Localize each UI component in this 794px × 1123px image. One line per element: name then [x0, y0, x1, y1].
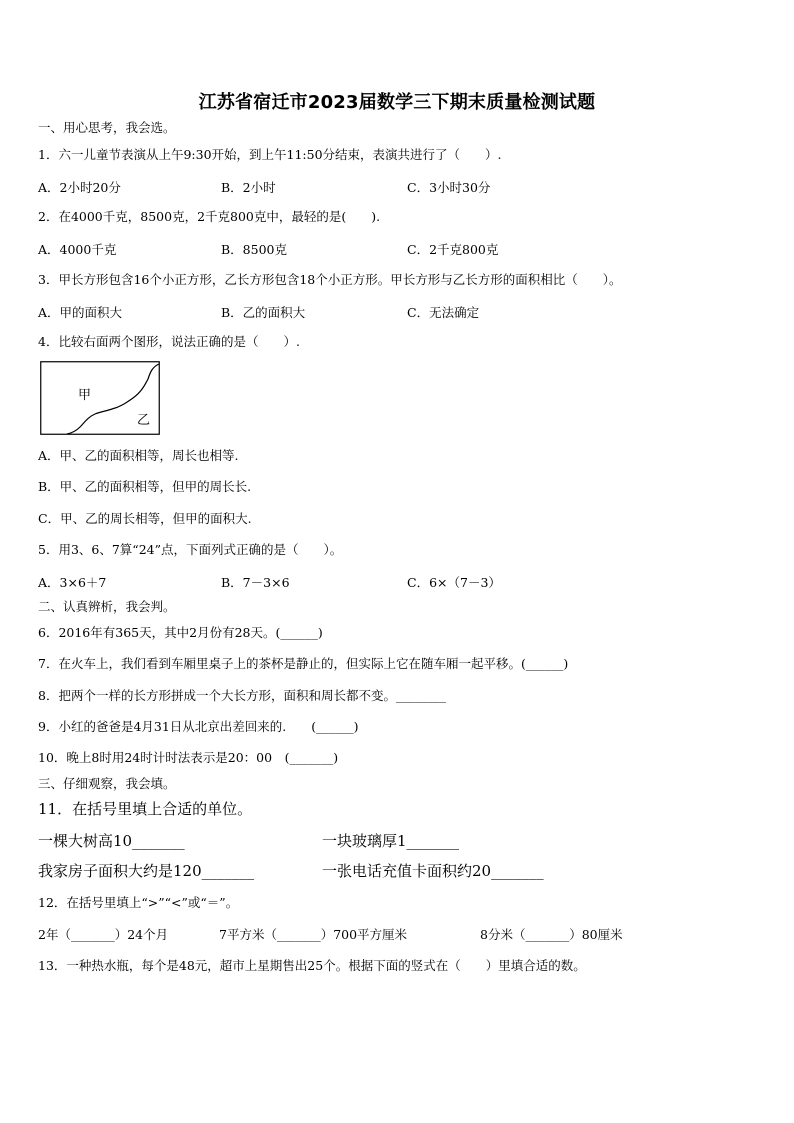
question-12-item-1: 2年（_______）24个月 [38, 927, 169, 942]
question-6: 6．2016年有365天，其中2月份有28天。(______) [38, 625, 323, 640]
question-5-options [38, 573, 758, 589]
question-3: 3．甲长方形包含16个小正方形，乙长方形包含18个小正方形。甲长方形与乙长方形的面积相比（ ）。 [38, 272, 622, 287]
question-4: 4．比较右面两个图形，说法正确的是（ ）. [38, 334, 300, 349]
question-11-item-4: 一张电话充值卡面积约20_______ [322, 862, 544, 880]
rectangle-figure [40, 361, 160, 435]
option-b: B．2小时 [221, 180, 276, 195]
option-c: C．无法确定 [407, 305, 480, 320]
section-heading-3: 三、仔细观察，我会填。 [38, 776, 176, 791]
question-11-item-3: 我家房子面积大约是120_______ [38, 862, 255, 880]
question-1: 1．六一儿童节表演从上午9:30开始，到上午11:50分结束，表演共进行了（ ）. [38, 147, 502, 162]
question-8: 8．把两个一样的长方形拼成一个大长方形，面积和周长都不变。________ [38, 688, 446, 703]
question-12: 12．在括号里填上“>”“<”或“＝”。 [38, 895, 239, 910]
question-11-item-2: 一块玻璃厚1_______ [322, 832, 460, 850]
question-10: 10．晚上8时用24时计时法表示是20：00 (_______) [38, 750, 339, 765]
option-c: C．甲、乙的周长相等，但甲的面积大. [38, 511, 252, 526]
section-heading-1: 一、用心思考，我会选。 [38, 120, 176, 135]
option-c: C．2千克800克 [407, 242, 499, 257]
question-7: 7．在火车上，我们看到车厢里桌子上的茶杯是静止的，但实际上它在随车厢一起平移。(______) [38, 656, 569, 671]
question-1-options [38, 178, 758, 194]
question-3-options [38, 303, 758, 319]
option-b: B．甲、乙的面积相等，但甲的周长长. [38, 479, 252, 494]
option-b: B．8500克 [221, 242, 287, 257]
question-12-item-2: 7平方米（_______）700平方厘米 [219, 927, 408, 942]
option-a: A．甲、乙的面积相等，周长也相等. [38, 448, 239, 463]
option-a: A．4000千克 [38, 242, 117, 257]
option-b: B．乙的面积大 [221, 305, 306, 320]
question-9: 9．小红的爸爸是4月31日从北京出差回来的. (______) [38, 719, 359, 734]
option-a: A．甲的面积大 [38, 305, 123, 320]
label-yi: 乙 [137, 413, 151, 428]
section-heading-2: 二、认真辨析，我会判。 [38, 599, 176, 614]
question-11-item-1: 一棵大树高10_______ [38, 832, 185, 850]
option-c: C．6×（7－3） [407, 575, 501, 590]
option-a: A．2小时20分 [38, 180, 121, 195]
question-5: 5．用3、6、7算“24”点，下面列式正确的是（ ）。 [38, 542, 343, 557]
option-b: B．7－3×6 [221, 575, 290, 590]
label-jia: 甲 [78, 388, 92, 403]
question-2-options [38, 240, 758, 256]
question-11: 11．在括号里填上合适的单位。 [38, 800, 253, 818]
option-c: C．3小时30分 [407, 180, 491, 195]
option-a: A．3×6＋7 [38, 575, 107, 590]
question-12-item-3: 8分米（_______）80厘米 [480, 927, 623, 942]
question-13: 13．一种热水瓶，每个是48元，超市上星期售出25个。根据下面的竖式在（ ）里填合适的数。 [38, 958, 586, 973]
question-2: 2．在4000千克，8500克，2千克800克中，最轻的是( ). [38, 209, 381, 224]
page-title: 江苏省宿迁市2023届数学三下期末质量检测试题 [198, 92, 596, 113]
